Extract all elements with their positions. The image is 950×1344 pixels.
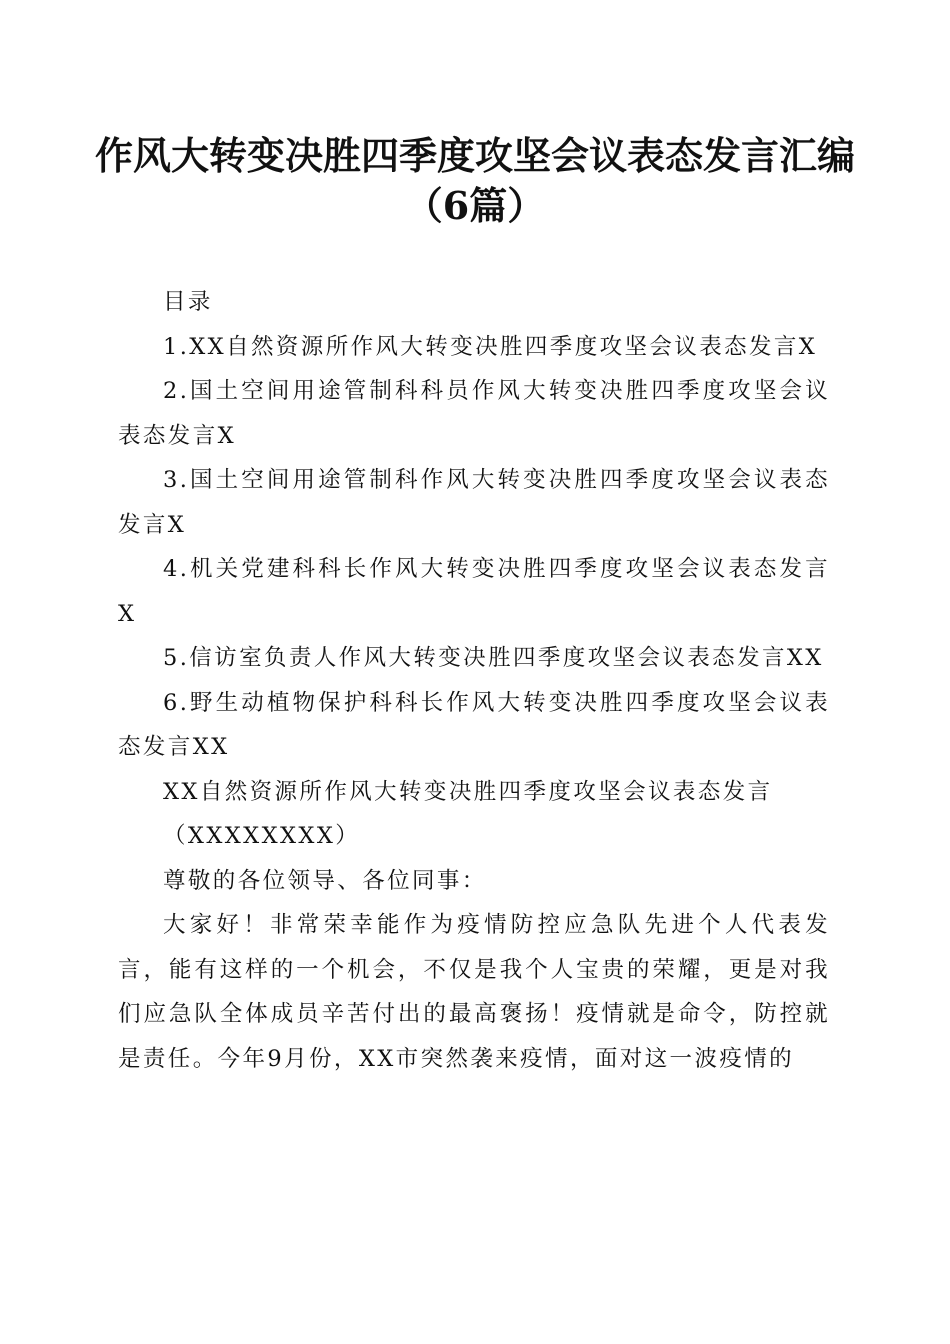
toc-item-3: 3.国土空间用途管制科作风大转变决胜四季度攻坚会议表态发言X [118,467,830,538]
body-paragraph: 大家好！非常荣幸能作为疫情防控应急队先进个人代表发言，能有这样的一个机会，不仅是我个人宝贵的荣耀，更是对我们应急队全体成员辛苦付出的最高褒扬！疫情就是命令，防控就是责任。今年9月份，XX市突然袭来疫情，面对这一波疫情的 [118,912,830,1072]
document-title: 作风大转变决胜四季度攻坚会议表态发言汇编 [94,133,855,178]
toc-item-6: 6.野生动植物保护科科长作风大转变决胜四季度攻坚会议表态发言XX [118,689,830,760]
toc-item-4: 4.机关党建科科长作风大转变决胜四季度攻坚会议表态发言X [118,556,830,627]
toc-item-1: 1.XX自然资源所作风大转变决胜四季度攻坚会议表态发言X [163,333,818,360]
toc-item-2: 2.国土空间用途管制科科员作风大转变决胜四季度攻坚会议表态发言X [118,378,830,449]
toc-heading: 目录 [163,289,213,315]
article-author: （XXXXXXXX） [163,823,361,849]
document-subtitle-count: （6篇） [404,183,546,228]
document-body [118,280,830,1081]
salutation: 尊敬的各位领导、各位同事： [163,867,487,894]
toc-item-5: 5.信访室负责人作风大转变决胜四季度攻坚会议表态发言XX [163,645,824,671]
article-title: XX自然资源所作风大转变决胜四季度攻坚会议表态发言 [163,778,773,805]
